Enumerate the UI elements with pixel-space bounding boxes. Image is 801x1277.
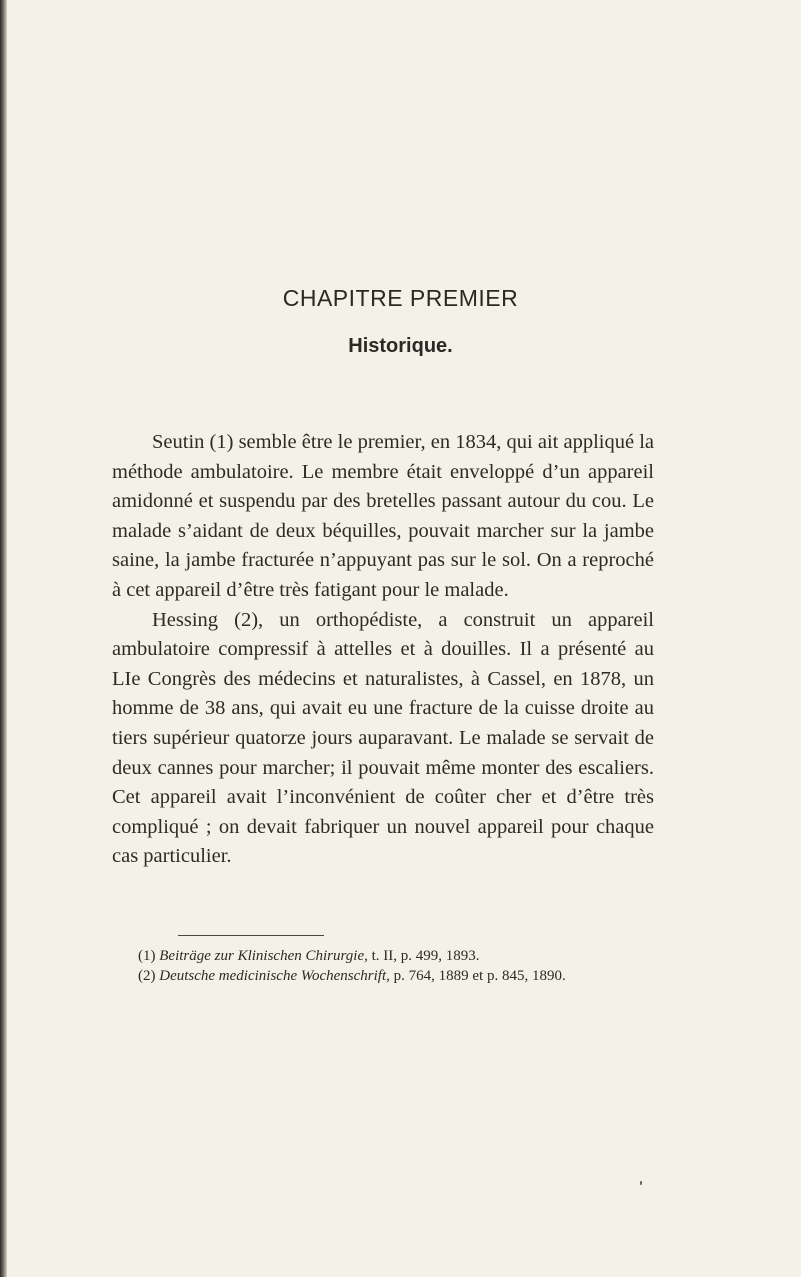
- chapter-title: CHAPITRE PREMIER: [282, 285, 519, 311]
- footnote-1: [138, 946, 698, 966]
- paragraph-seutin: Seutin (1) semble être le premier, en 1834, qui ait appliqué la méthode ambulatoire. Le membre était enveloppé d’un appareil amidonné et suspendu par des bretelles passant autour du cou. Le malade s’aidant de deux béquilles, pouvait marcher sur la jambe saine, la jambe fracturée n’appuyant pas sur le sol. On a reproché à cet appareil d’être très fatigant pour le malade.: [112, 431, 654, 601]
- paper-speck: [640, 1181, 642, 1185]
- section-title: Historique.: [348, 335, 453, 357]
- main-text: [112, 428, 654, 872]
- footnote-details: t. II, p. 499, 1893.: [371, 948, 480, 964]
- footnotes: [138, 946, 698, 986]
- footnote-marker: (2): [138, 968, 156, 984]
- footnote-work-title: Deutsche medicinische Wochenschrift,: [159, 968, 390, 984]
- footnote-work-title: Beiträge zur Klinischen Chirurgie,: [159, 948, 368, 964]
- footnote-2: [138, 966, 698, 986]
- paragraph-hessing: Hessing (2), un orthopédiste, a construit un appareil ambulatoire compressif à attelles et à douilles. Il a présenté au LIe Congrès des médecins et naturalistes, à Cassel, en 1878, un homme de 38 ans, qui avait eu une fracture de la cuisse droite au tiers supérieur quatorze jours auparavant. Le malade se servait de deux cannes pour marcher; il pouvait même monter des escaliers. Cet appareil avait l’inconvénient de coûter cher et d’être très compliqué ; on devait fabriquer un nouvel appareil pour chaque cas particulier.: [112, 608, 654, 868]
- footnote-divider: [178, 935, 324, 936]
- footnote-details: p. 764, 1889 et p. 845, 1890.: [393, 968, 566, 984]
- footnote-marker: (1): [138, 948, 156, 964]
- page-binding-edge: [0, 0, 7, 1277]
